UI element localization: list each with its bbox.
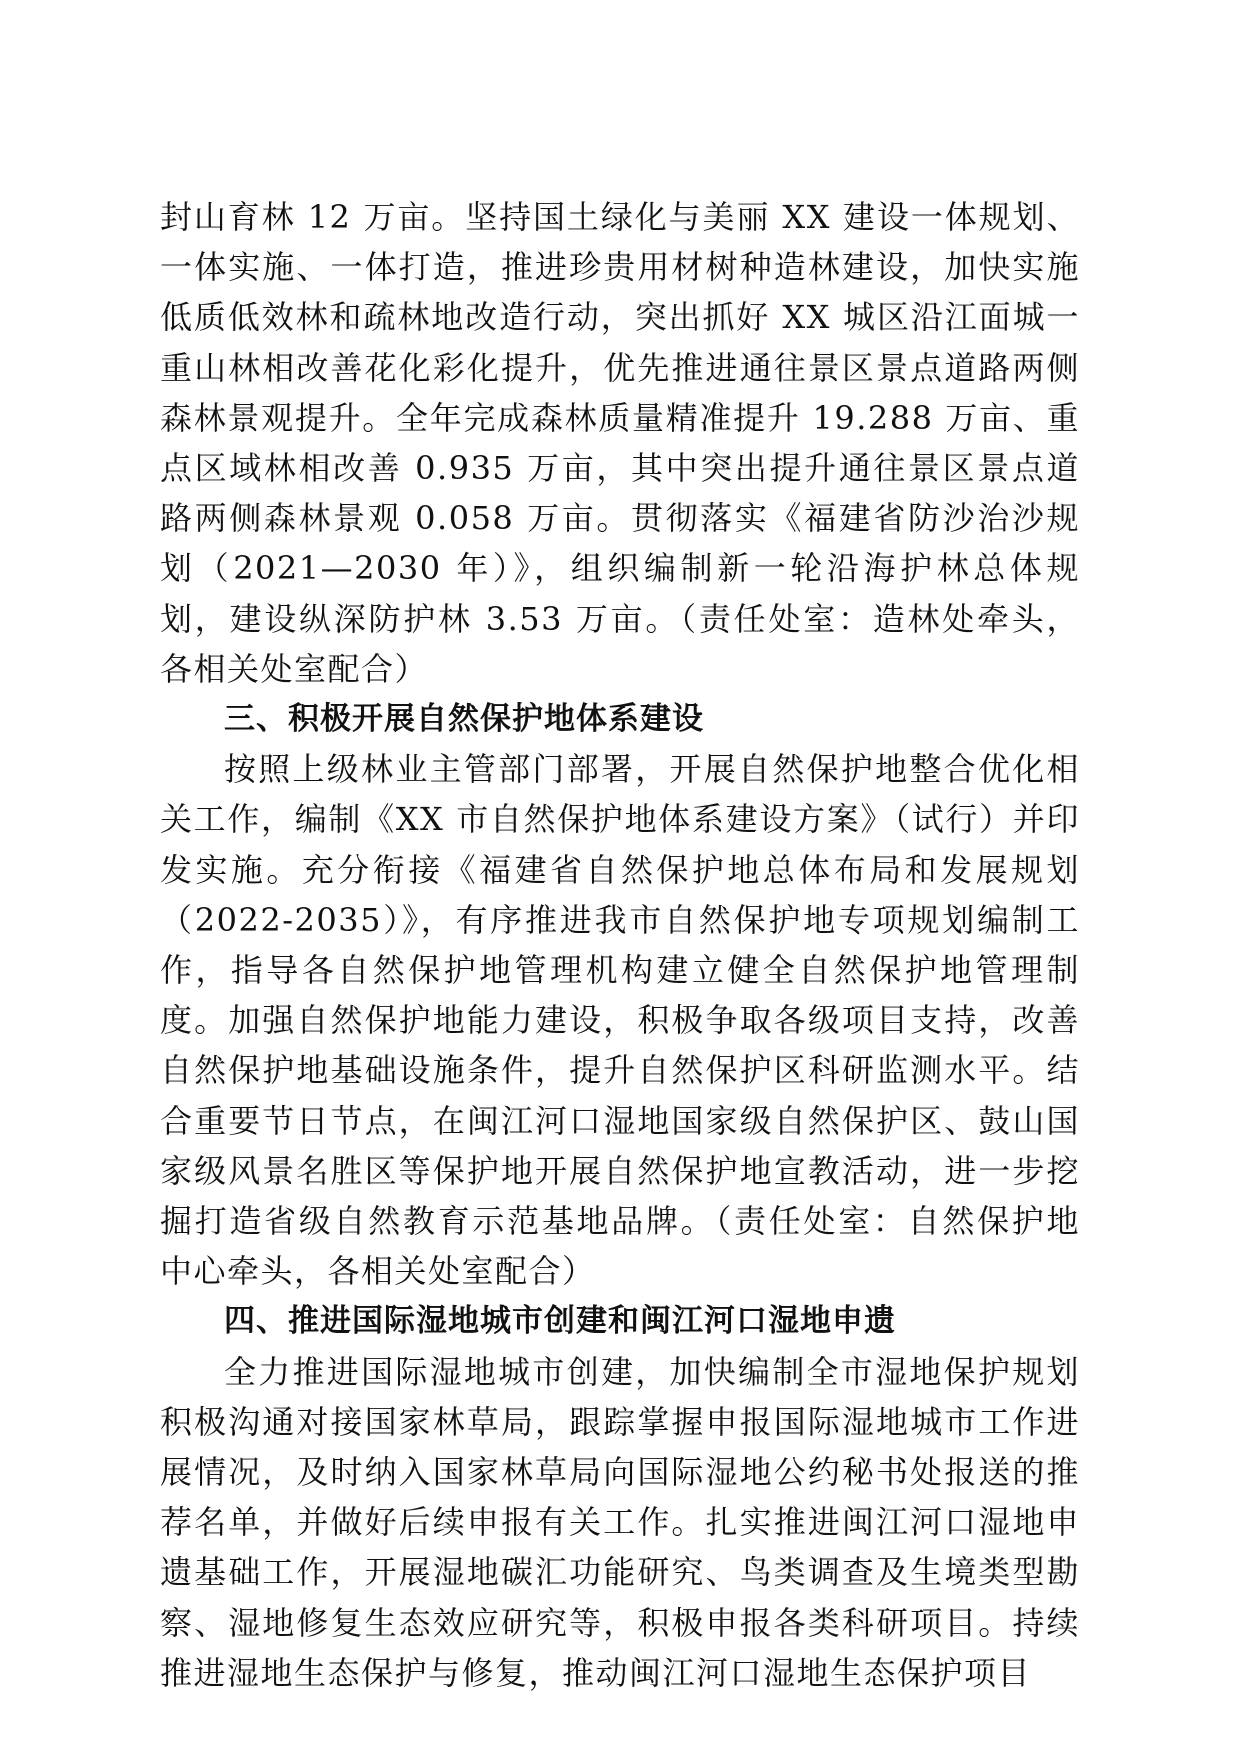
document-page (160, 192, 1080, 1698)
section-heading-nature-reserves: 三、积极开展自然保护地体系建设 (224, 701, 704, 738)
paragraph-nature-reserves: 按照上级林业主管部门部署，开展自然保护地整合优化相关工作，编制《XX 市自然保护地体系建设方案》（试行）并印发实施。充分衔接《福建省自然保护地总体布局和发展规划（2022-2035）》，有序推进我市自然保护地专项规划编制工作，指导各自然保护地管理机构建立健全自然保护地管理制度。加强自然保护地能力建设，积极争取各级项目支持，改善自然保护地基础设施条件，提升自然保护区科研监测水平。结合重要节日节点，在闽江河口湿地国家级自然保护区、鼓山国家级风景名胜区等保护地开展自然保护地宣教活动，进一步挖掘打造省级自然教育示范基地品牌。（责任处室：自然保护地中心牵头，各相关处室配合） (160, 750, 1080, 1291)
paragraph-forest-quality: 封山育林 12 万亩。坚持国土绿化与美丽 XX 建设一体规划、一体实施、一体打造，推进珍贵用材树种造林建设，加快实施低质低效林和疏林地改造行动，突出抓好 XX 城区沿江面城一重山林相改善花化彩化提升，优先推进通往景区景点道路两侧森林景观提升。全年完成森林质量精准提升 19.288 万亩、重点区域林相改善 0.935 万亩，其中突出提升通往景区景点道路两侧森林景观 0.058 万亩。贯彻落实《福建省防沙治沙规划（2021—2030 年）》，组织编制新一轮沿海护林总体规划，建设纵深防护林 3.53 万亩。（责任处室：造林处牵头，各相关处室配合） (160, 198, 1080, 688)
section-heading-wetland-city: 四、推进国际湿地城市创建和闽江河口湿地申遗 (224, 1303, 896, 1340)
paragraph-wetland-city: 全力推进国际湿地城市创建，加快编制全市湿地保护规划积极沟通对接国家林草局，跟踪掌握申报国际湿地城市工作进展情况，及时纳入国家林草局向国际湿地公约秘书处报送的推荐名单，并做好后续申报有关工作。扎实推进闽江河口湿地申遗基础工作，开展湿地碳汇功能研究、鸟类调查及生境类型勘察、湿地修复生态效应研究等，积极申报各类科研项目。持续推进湿地生态保护与修复，推动闽江河口湿地生态保护项目 (160, 1352, 1080, 1692)
